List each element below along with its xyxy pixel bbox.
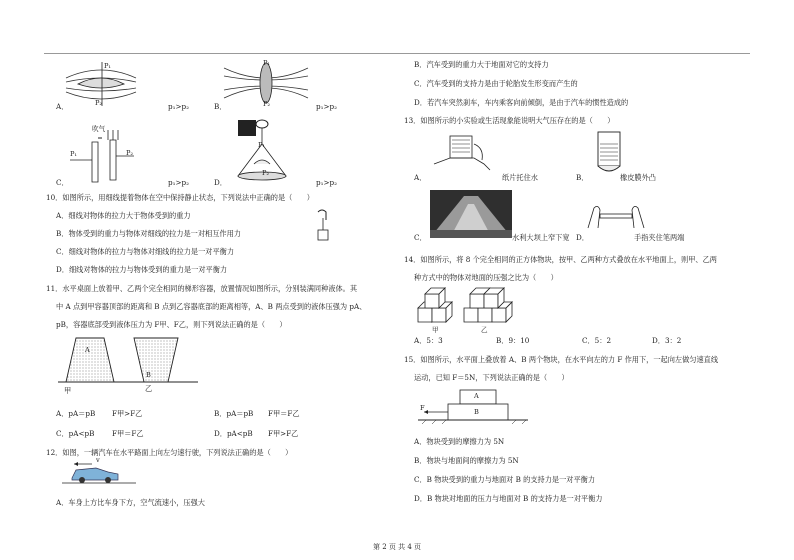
- q11-label-yi: 乙: [145, 384, 153, 393]
- q13-option-b: B．: [576, 173, 589, 182]
- q11-option-b: B．pA＝pB: [214, 409, 254, 418]
- q13-option-d-caption: 手指夹住笔两端: [634, 233, 685, 242]
- q13-figure-b-rubber-membrane: [594, 130, 624, 178]
- q9-option-b-rel: p₁>p₂: [316, 102, 337, 111]
- q9-option-d-rel: p₁>p₂: [316, 178, 337, 187]
- q11-option-d-f: F甲>F乙: [268, 429, 299, 438]
- header-rule: [44, 53, 750, 54]
- q13-figure-c-dam-photo: [430, 190, 512, 238]
- q11-point-a: A: [85, 346, 90, 354]
- q15-force-label: F: [420, 404, 425, 412]
- q13-option-c: C．: [414, 233, 427, 242]
- q11-option-d: D．pA<pB: [214, 429, 253, 438]
- q9-figure-d: [226, 114, 290, 184]
- q15-option-b: B．物块与地面间的摩擦力为 5N: [414, 456, 519, 465]
- q14-figure-cubes: [414, 284, 524, 328]
- q12-velocity-label: v: [96, 456, 100, 464]
- q14-label-yi: 乙: [481, 326, 488, 334]
- q14-option-b: B．9：10: [496, 336, 530, 345]
- q11-option-c: C．pA<pB: [56, 429, 95, 438]
- q10-option-b: B．物体受到的重力与物体对细线的拉力是一对相互作用力: [56, 229, 241, 238]
- q10-figure-hanging-object: [312, 208, 334, 242]
- q13-option-d: D．: [576, 233, 589, 242]
- q9b-p1: P₁: [263, 59, 271, 67]
- q9-option-c-rel: p₁>p₂: [168, 178, 189, 187]
- q13-figure-d-finger-pen: [586, 204, 646, 230]
- q9-option-d: D．: [214, 178, 227, 187]
- q11-label-jia: 甲: [64, 386, 72, 395]
- q9c-p2: P₂: [126, 149, 134, 157]
- q9-option-c: C．: [56, 178, 69, 187]
- q14-line2: 种方式中的物体对地面的压强之比为（ ）: [414, 273, 558, 282]
- q14-option-d: D．3：2: [652, 336, 682, 345]
- q10-option-a: A．细线对物体的拉力大于物体受到的重力: [56, 211, 191, 220]
- page-footer: 第 2 页 共 4 页: [372, 543, 422, 551]
- q15-line2: 运动，已知 F＝5N，下列说法正确的是（ ）: [414, 373, 569, 382]
- q13-option-c-caption: 水利大坝上窄下宽: [512, 233, 570, 242]
- q9-option-b: B．: [214, 102, 227, 111]
- q11-option-a: A．pA＝pB: [56, 409, 96, 418]
- q15-option-a: A．物块受到的摩擦力为 5N: [414, 437, 505, 446]
- q14-line1: 14．如图所示，将 8 个完全相同的正方体物块，按甲、乙两种方式叠放在水平地面上，则甲、乙两: [404, 255, 717, 264]
- q11-line2: 中 A 点到甲容器顶部的距离和 B 点到乙容器底部的距离相等，A、B 两点受到的液体压强为 pA、: [56, 302, 367, 311]
- q15-line1: 15．如图所示，水平面上叠放着 A、B 两个物块，在水平向左的力 F 作用下，一起向左做匀速直线: [404, 355, 719, 364]
- q14-label-jia: 甲: [432, 326, 439, 334]
- q9c-blow: 吹气: [92, 125, 106, 133]
- q11-option-a-f: F甲>F乙: [112, 409, 143, 418]
- q14-option-a: A．5：3: [414, 336, 443, 345]
- q9b-p2: P₂: [263, 100, 271, 108]
- q15-option-c: C．B 物块受到的重力与地面对 B 的支持力是一对平衡力: [414, 475, 596, 484]
- q9-option-a-rel: p₁>p₂: [168, 102, 189, 111]
- q12-option-a: A．车身上方比车身下方，空气流速小，压强大: [56, 498, 205, 507]
- q12-option-b: B．汽车受到的重力大于地面对它的支持力: [414, 60, 549, 69]
- q13-option-b-caption: 橡皮膜外凸: [620, 173, 656, 182]
- q9d-p1: P₁: [258, 141, 266, 149]
- q11-option-c-f: F甲＝F乙: [112, 429, 144, 438]
- q9-figure-c: [66, 130, 156, 182]
- q9a-p2: P₂: [95, 99, 103, 107]
- q15-block-b: B: [474, 408, 479, 416]
- q14-option-c: C．5：2: [582, 336, 612, 345]
- q9c-p1: P₁: [70, 150, 78, 158]
- q13-option-a: A．: [414, 173, 427, 182]
- q11-figure-containers: [58, 334, 202, 392]
- q11-line3: pB，容器底部受到液体压力为 F甲、F乙，则下列说法正确的是（ ）: [56, 320, 287, 329]
- q13-option-a-caption: 纸片托住水: [502, 173, 538, 182]
- q12-option-c: C．汽车受到的支持力是由于轮胎发生形变而产生的: [414, 79, 578, 88]
- q15-block-a: A: [474, 392, 479, 400]
- q11-option-b-f: F甲＝F乙: [268, 409, 300, 418]
- q9a-p1: P₁: [104, 62, 112, 70]
- q10-stem: 10．如图所示，用细线提着物体在空中保持静止状态，下列说法中正确的是（ ）: [46, 193, 314, 202]
- q15-option-d: D．B 物块对地面的压力与地面对 B 的支持力是一对平衡力: [414, 494, 603, 503]
- q13-stem: 13．如图所示的小实验或生活现象能说明大气压存在的是（ ）: [404, 116, 615, 125]
- q11-point-b: B: [146, 371, 151, 379]
- q12-figure-car: [62, 460, 138, 486]
- q9d-p2: P₂: [262, 169, 270, 177]
- q12-stem: 12．如图，一辆汽车在水平路面上向左匀速行驶，下列说法正确的是（ ）: [46, 448, 293, 457]
- q10-option-c: C．细线对物体的拉力与物体对细线的拉力是一对平衡力: [56, 247, 235, 256]
- q12-option-d: D．若汽车突然刹车，车内乘客向前倾倒，是由于汽车的惯性造成的: [414, 98, 629, 107]
- q9-option-a: A．: [56, 102, 69, 111]
- q10-option-d: D．细线对物体的拉力与物体受到的重力是一对平衡力: [56, 265, 228, 274]
- q11-line1: 11．水平桌面上放着甲、乙两个完全相同的梯形容器，放置情况如图所示，分别装满同种液体。其: [46, 284, 358, 293]
- q13-figure-a-paper-holds-water: [434, 134, 490, 174]
